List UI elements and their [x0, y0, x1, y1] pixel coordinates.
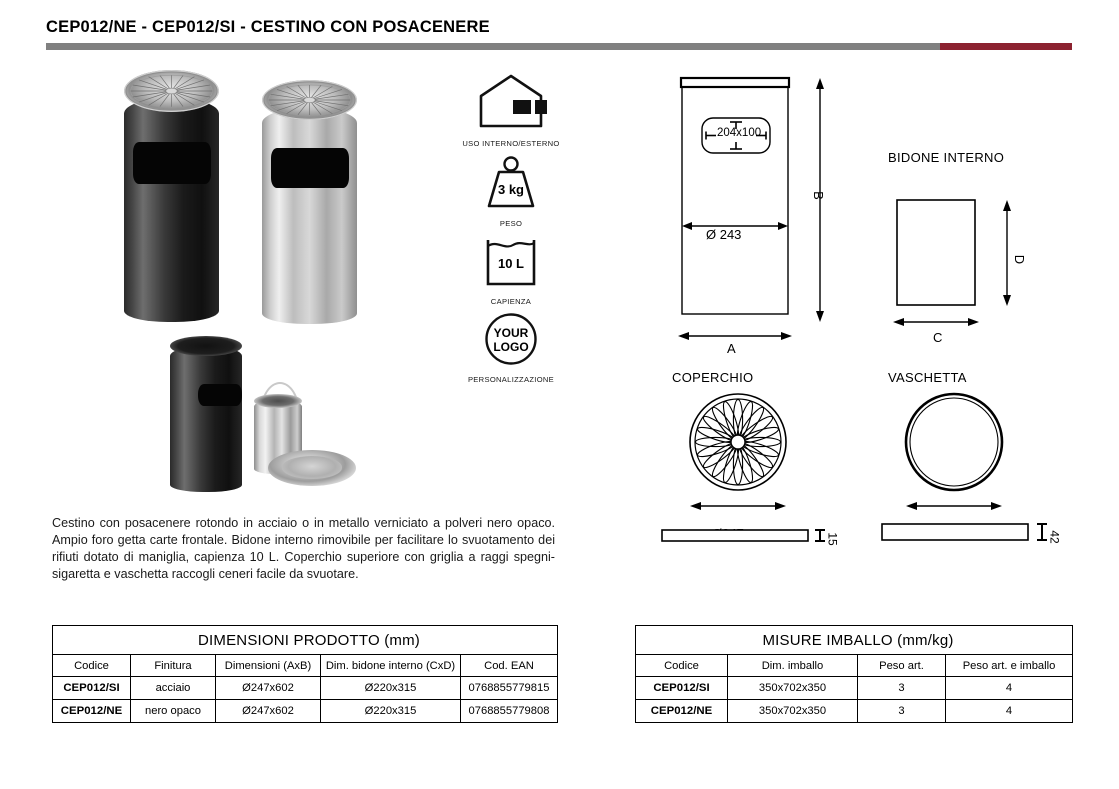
- product-image-lid: [268, 450, 356, 486]
- cell-ean: 0768855779808: [461, 700, 558, 723]
- feature-weight-value: 3 kg: [497, 182, 524, 197]
- product-image-black-bin: [124, 70, 219, 322]
- header-rule: [46, 43, 1072, 50]
- column-header-peso-art: Peso art.: [858, 655, 946, 677]
- column-header-peso-art-imballo: Peso art. e imballo: [946, 655, 1073, 677]
- cell-peso-art-imballo: 4: [946, 677, 1073, 700]
- tray-title: VASCHETTA: [888, 370, 967, 385]
- feature-usage: [452, 72, 570, 150]
- cell-dim-imballo: 350x702x350: [728, 677, 858, 700]
- table-row: [53, 626, 558, 655]
- table-row: [53, 677, 558, 700]
- cell-codice: CEP012/SI: [636, 677, 728, 700]
- product-description: Cestino con posacenere rotondo in acciaio o in metallo verniciato a polveri nero opaco. Ampio foro getta carte frontale. Bidone interno rimovibile per facilitare lo svuotamento dei rifiuti dotato di maniglia, capienza 10 L. Coperchio superiore con griglia a raggi spegni-sigaretta e vaschetta raccogli ceneri facile da svuotare.: [52, 516, 555, 581]
- cell-dimensioni: Ø247x602: [216, 677, 321, 700]
- table-row: [53, 700, 558, 723]
- table-packaging-caption: MISURE IMBALLO (mm/kg): [636, 626, 1073, 655]
- product-photo-main: [112, 62, 374, 340]
- cell-peso-art: 3: [858, 677, 946, 700]
- drawing-lid-top-view: [662, 390, 832, 520]
- cell-finitura: nero opaco: [131, 700, 216, 723]
- cell-dimensioni: Ø247x602: [216, 700, 321, 723]
- column-header-dim-imballo: Dim. imballo: [728, 655, 858, 677]
- column-header-ean: Cod. EAN: [461, 655, 558, 677]
- cell-dim-imballo: 350x702x350: [728, 700, 858, 723]
- feature-icon-column: [452, 72, 570, 384]
- feature-weight: [452, 156, 570, 230]
- table-header-row: [636, 655, 1073, 677]
- house-icon: [475, 72, 547, 130]
- table-row: [636, 677, 1073, 700]
- feature-usage-label: USO INTERNO/ESTERNO: [462, 139, 560, 148]
- lid-thickness-dimension: 15: [825, 532, 840, 546]
- inner-bin-height-label: D: [1012, 254, 1028, 265]
- table-row: [636, 626, 1073, 655]
- feature-customization-value-line1: YOUR: [493, 326, 529, 340]
- table-row: [636, 700, 1073, 723]
- cell-codice: CEP012/NE: [53, 700, 131, 723]
- tray-thickness-dimension: 42: [1047, 530, 1062, 544]
- feature-weight-label: PESO: [499, 219, 523, 228]
- feature-capacity-value: 10 L: [497, 256, 524, 271]
- cell-bidone-interno: Ø220x315: [321, 677, 461, 700]
- drawing-tray-top-view: [878, 390, 1048, 520]
- feature-capacity: [452, 236, 570, 308]
- inner-bin-width-label: C: [933, 330, 943, 345]
- feature-customization: [452, 312, 570, 384]
- ashtray-grid-icon: [262, 80, 357, 120]
- cell-peso-art: 3: [858, 700, 946, 723]
- feature-customization-value-line2: LOGO: [493, 340, 529, 354]
- drawing-tray-side-view: [878, 516, 1068, 550]
- feature-customization-label: PERSONALIZZAZIONE: [467, 375, 555, 384]
- main-height-label: B: [810, 191, 826, 200]
- column-header-dimensioni: Dimensioni (AxB): [216, 655, 321, 677]
- column-header-bidone-interno: Dim. bidone interno (CxD): [321, 655, 461, 677]
- drawing-inner-bin: [885, 190, 1045, 380]
- column-header-codice: Codice: [636, 655, 728, 677]
- main-diameter-dimension: Ø 243: [706, 227, 742, 242]
- table-packaging-measures: [635, 625, 1073, 723]
- cell-codice: CEP012/SI: [53, 677, 131, 700]
- inner-bin-title: BIDONE INTERNO: [888, 150, 1005, 165]
- feature-capacity-label: CAPIENZA: [490, 297, 532, 306]
- product-photo-exploded: [168, 332, 373, 500]
- product-image-steel-bin: [262, 80, 357, 328]
- table-product-dimensions: [52, 625, 558, 723]
- drawing-lid-side-view: [658, 520, 848, 552]
- column-header-codice: Codice: [53, 655, 131, 677]
- cell-codice: CEP012/NE: [636, 700, 728, 723]
- cell-bidone-interno: Ø220x315: [321, 700, 461, 723]
- product-image-open-bin: [170, 336, 242, 492]
- page-title: CEP012/NE - CEP012/SI - CESTINO CON POSACENERE: [46, 18, 490, 36]
- table-header-row: [53, 655, 558, 677]
- table-product-caption: DIMENSIONI PRODOTTO (mm): [53, 626, 558, 655]
- drawing-main-front-view: [670, 74, 870, 364]
- cell-ean: 0768855779815: [461, 677, 558, 700]
- lid-title: COPERCHIO: [672, 370, 754, 385]
- cell-peso-art-imballo: 4: [946, 700, 1073, 723]
- technical-drawings: [630, 60, 1090, 560]
- header-accent-bar: [940, 43, 1072, 50]
- column-header-finitura: Finitura: [131, 655, 216, 677]
- ashtray-grid-icon: [124, 70, 219, 112]
- main-opening-dimension: 204x100: [717, 127, 762, 139]
- main-width-label: A: [727, 341, 736, 356]
- cell-finitura: acciaio: [131, 677, 216, 700]
